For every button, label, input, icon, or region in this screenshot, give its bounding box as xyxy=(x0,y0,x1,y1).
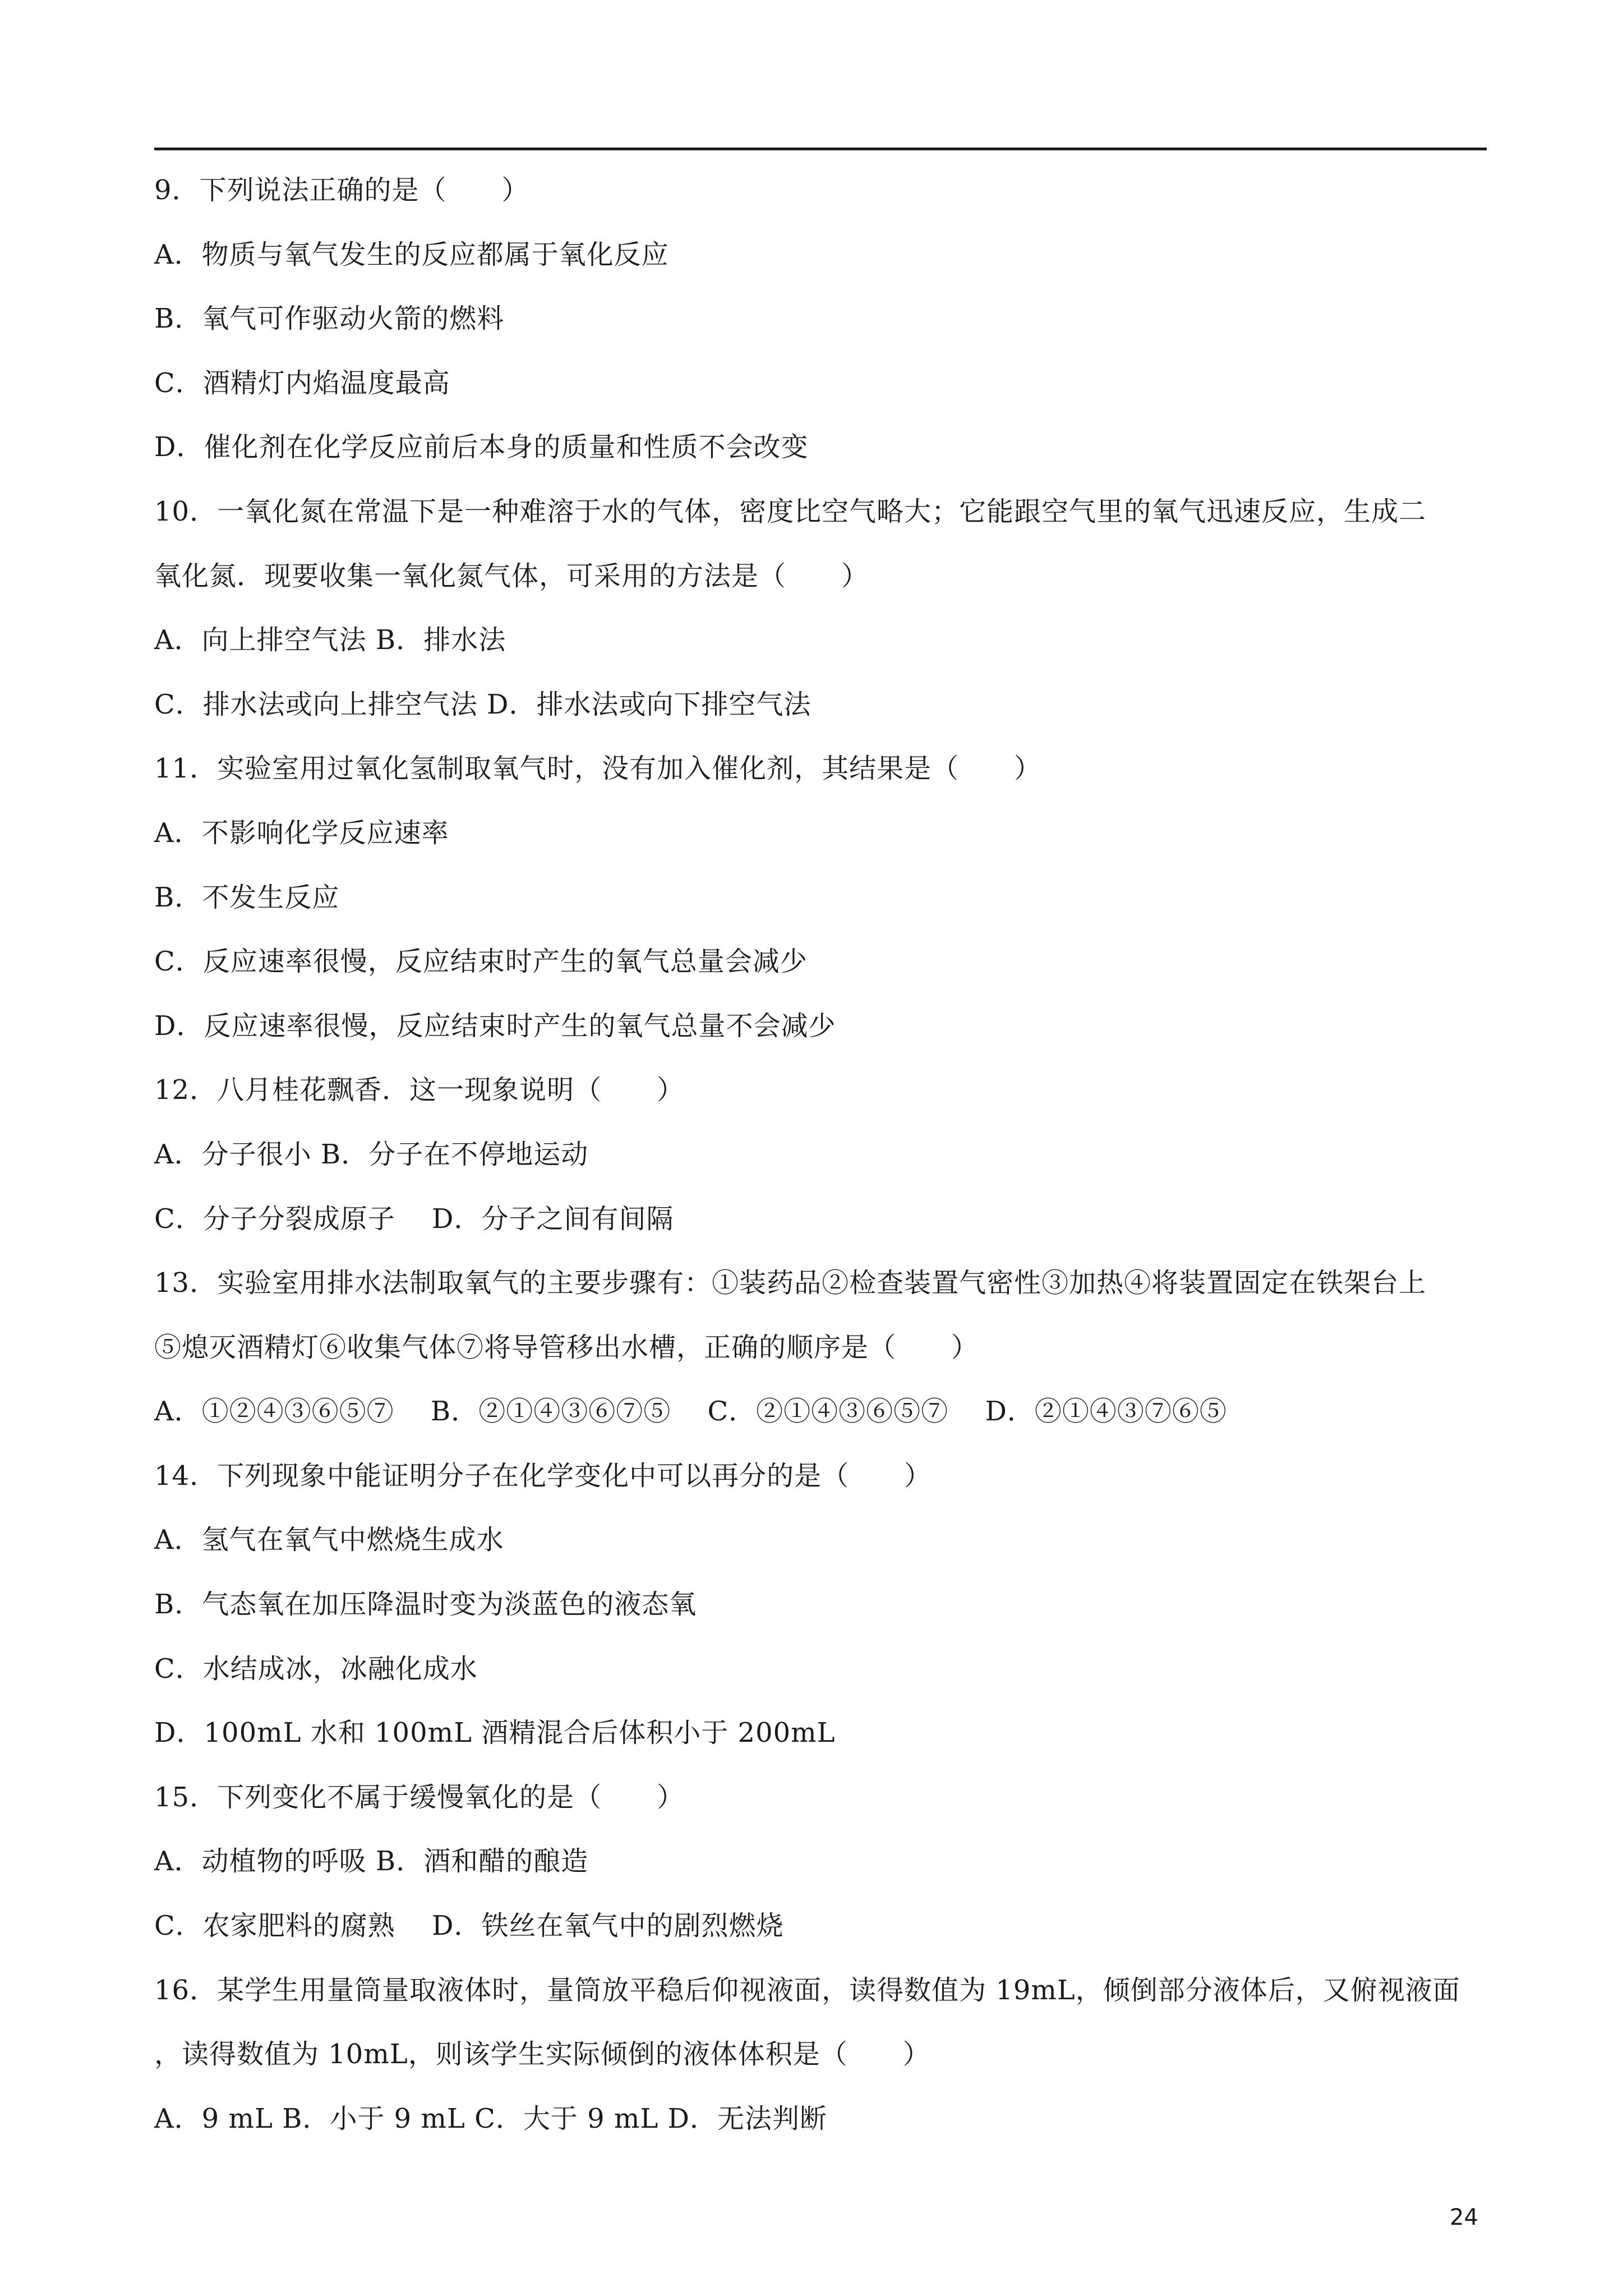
question-14-option-b: B．气态氧在加压降温时变为淡蓝色的液态氧 xyxy=(154,1589,697,1621)
header-rule xyxy=(154,148,1487,150)
question-10-options-cd: C．排水法或向上排空气法 D．排水法或向下排空气法 xyxy=(154,688,811,720)
question-15-options-cd: C．农家肥料的腐熟 D．铁丝在氧气中的剧烈燃烧 xyxy=(154,1910,784,1942)
question-15-options-ab: A．动植物的呼吸 B．酒和醋的酿造 xyxy=(154,1846,589,1878)
question-16-stem-line-1: 16．某学生用量筒量取液体时，量筒放平稳后仰视液面，读得数值为 19mL，倾倒部分液体后，又俯视液面 xyxy=(154,1974,1460,2006)
question-9-option-c: C．酒精灯内焰温度最高 xyxy=(154,367,450,399)
question-9-option-d: D．催化剂在化学反应前后本身的质量和性质不会改变 xyxy=(154,431,809,463)
question-9-option-b: B．氧气可作驱动火箭的燃料 xyxy=(154,303,505,335)
question-16-stem-line-2: ，读得数值为 10mL，则该学生实际倾倒的液体体积是（ ） xyxy=(154,2039,930,2070)
question-13-options: A．①②④③⑥⑤⑦ B．②①④③⑥⑦⑤ C．②①④③⑥⑤⑦ D．②①④③⑦⑥⑤ xyxy=(154,1396,1227,1428)
question-10-stem-line-2: 氧化氮．现要收集一氧化氮气体，可采用的方法是（ ） xyxy=(154,560,869,592)
question-11-stem: 11．实验室用过氧化氢制取氧气时，没有加入催化剂，其结果是（ ） xyxy=(154,753,1042,785)
question-11-option-c: C．反应速率很慢，反应结束时产生的氧气总量会减少 xyxy=(154,946,808,978)
question-11-option-d: D．反应速率很慢，反应结束时产生的氧气总量不会减少 xyxy=(154,1010,836,1042)
question-12-options-cd: C．分子分裂成原子 D．分子之间有间隔 xyxy=(154,1203,674,1235)
question-12-options-ab: A．分子很小 B．分子在不停地运动 xyxy=(154,1138,589,1170)
question-list xyxy=(154,158,1489,2151)
question-14-option-a: A．氢气在氧气中燃烧生成水 xyxy=(154,1524,504,1556)
question-14-option-d: D．100mL 水和 100mL 酒精混合后体积小于 200mL xyxy=(154,1717,836,1749)
question-10-options-ab: A．向上排空气法 B．排水法 xyxy=(154,624,506,656)
question-12-stem: 12．八月桂花飘香．这一现象说明（ ） xyxy=(154,1074,685,1106)
page-number: 24 xyxy=(1450,2205,1478,2230)
question-9-stem: 9．下列说法正确的是（ ） xyxy=(154,174,529,206)
question-15-stem: 15．下列变化不属于缓慢氧化的是（ ） xyxy=(154,1781,685,1813)
question-11-option-a: A．不影响化学反应速率 xyxy=(154,817,449,849)
question-13-stem-line-1: 13．实验室用排水法制取氧气的主要步骤有：①装药品②检查装置气密性③加热④将装置固定在铁架台上 xyxy=(154,1267,1427,1299)
question-9-option-a: A．物质与氧气发生的反应都属于氧化反应 xyxy=(154,238,669,270)
question-14-option-c: C．水结成冰，冰融化成水 xyxy=(154,1653,478,1685)
question-16-options: A．9 mL B．小于 9 mL C．大于 9 mL D．无法判断 xyxy=(154,2102,828,2134)
question-11-option-b: B．不发生反应 xyxy=(154,881,340,913)
question-10-stem-line-1: 10．一氧化氮在常温下是一种难溶于水的气体，密度比空气略大；它能跟空气里的氧气迅速反应，生成二 xyxy=(154,495,1427,527)
question-14-stem: 14．下列现象中能证明分子在化学变化中可以再分的是（ ） xyxy=(154,1460,932,1492)
question-13-stem-line-2: ⑤熄灭酒精灯⑥收集气体⑦将导管移出水槽，正确的顺序是（ ） xyxy=(154,1331,979,1363)
